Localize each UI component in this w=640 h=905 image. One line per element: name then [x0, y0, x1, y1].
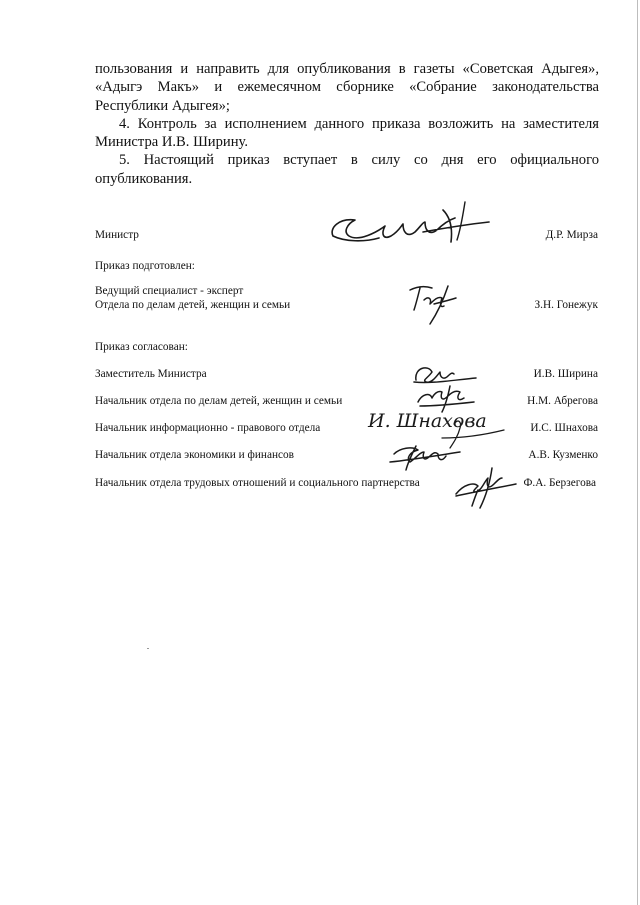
agreed-heading: Приказ согласован: — [95, 341, 188, 353]
agreed-name-4: А.В. Кузменко — [528, 449, 598, 461]
agreed-position-3: Начальник информационно - правового отдела — [95, 422, 321, 434]
minister-signature — [325, 198, 495, 258]
agreed-position-5: Начальник отдела трудовых отношений и социального партнерства — [95, 477, 420, 489]
agreed-name-2: Н.М. Абрегова — [527, 395, 598, 407]
agreed-name-1: И.В. Ширина — [533, 368, 598, 380]
gonezhuk-signature — [404, 278, 464, 328]
minister-name: Д.Р. Мирза — [545, 229, 598, 241]
agreed-name-3: И.С. Шнахова — [530, 422, 598, 434]
paragraph-4: 4. Контроль за исполнением данного приказа возложить на заместителя Министра И.В. Ширину. — [95, 115, 599, 151]
prepared-position-line2: Отдела по делам детей, женщин и семьи — [95, 299, 291, 311]
agreed-position-4: Начальник отдела экономики и финансов — [95, 449, 295, 461]
paragraph-5: 5. Настоящий приказ вступает в силу со дня его официального опубликования. — [95, 152, 599, 187]
order-text — [95, 60, 599, 188]
scan-speck — [147, 648, 149, 649]
agreed-position-2: Начальник отдела по делам детей, женщин и семьи — [95, 395, 343, 407]
prepared-position-line1: Ведущий специалист - эксперт — [95, 285, 244, 297]
berzegova-signature — [452, 464, 522, 510]
shnakhova-handwritten-signature: И. Шнахова — [368, 410, 487, 432]
paragraph-continuation: пользования и направить для опубликования в газеты «Советская Адыгея», «Адыгэ Макъ» и ежемесячном сборнике «Собрание законодательства Республики Адыгея»; — [95, 61, 599, 114]
agreed-position-1: Заместитель Министра — [95, 368, 207, 380]
prepared-name: З.Н. Гонежук — [534, 299, 598, 311]
page-edge — [637, 0, 638, 905]
prepared-heading: Приказ подготовлен: — [95, 260, 195, 272]
minister-title: Министр — [95, 229, 139, 241]
agreed-name-5: Ф.А. Берзегова — [523, 477, 596, 489]
